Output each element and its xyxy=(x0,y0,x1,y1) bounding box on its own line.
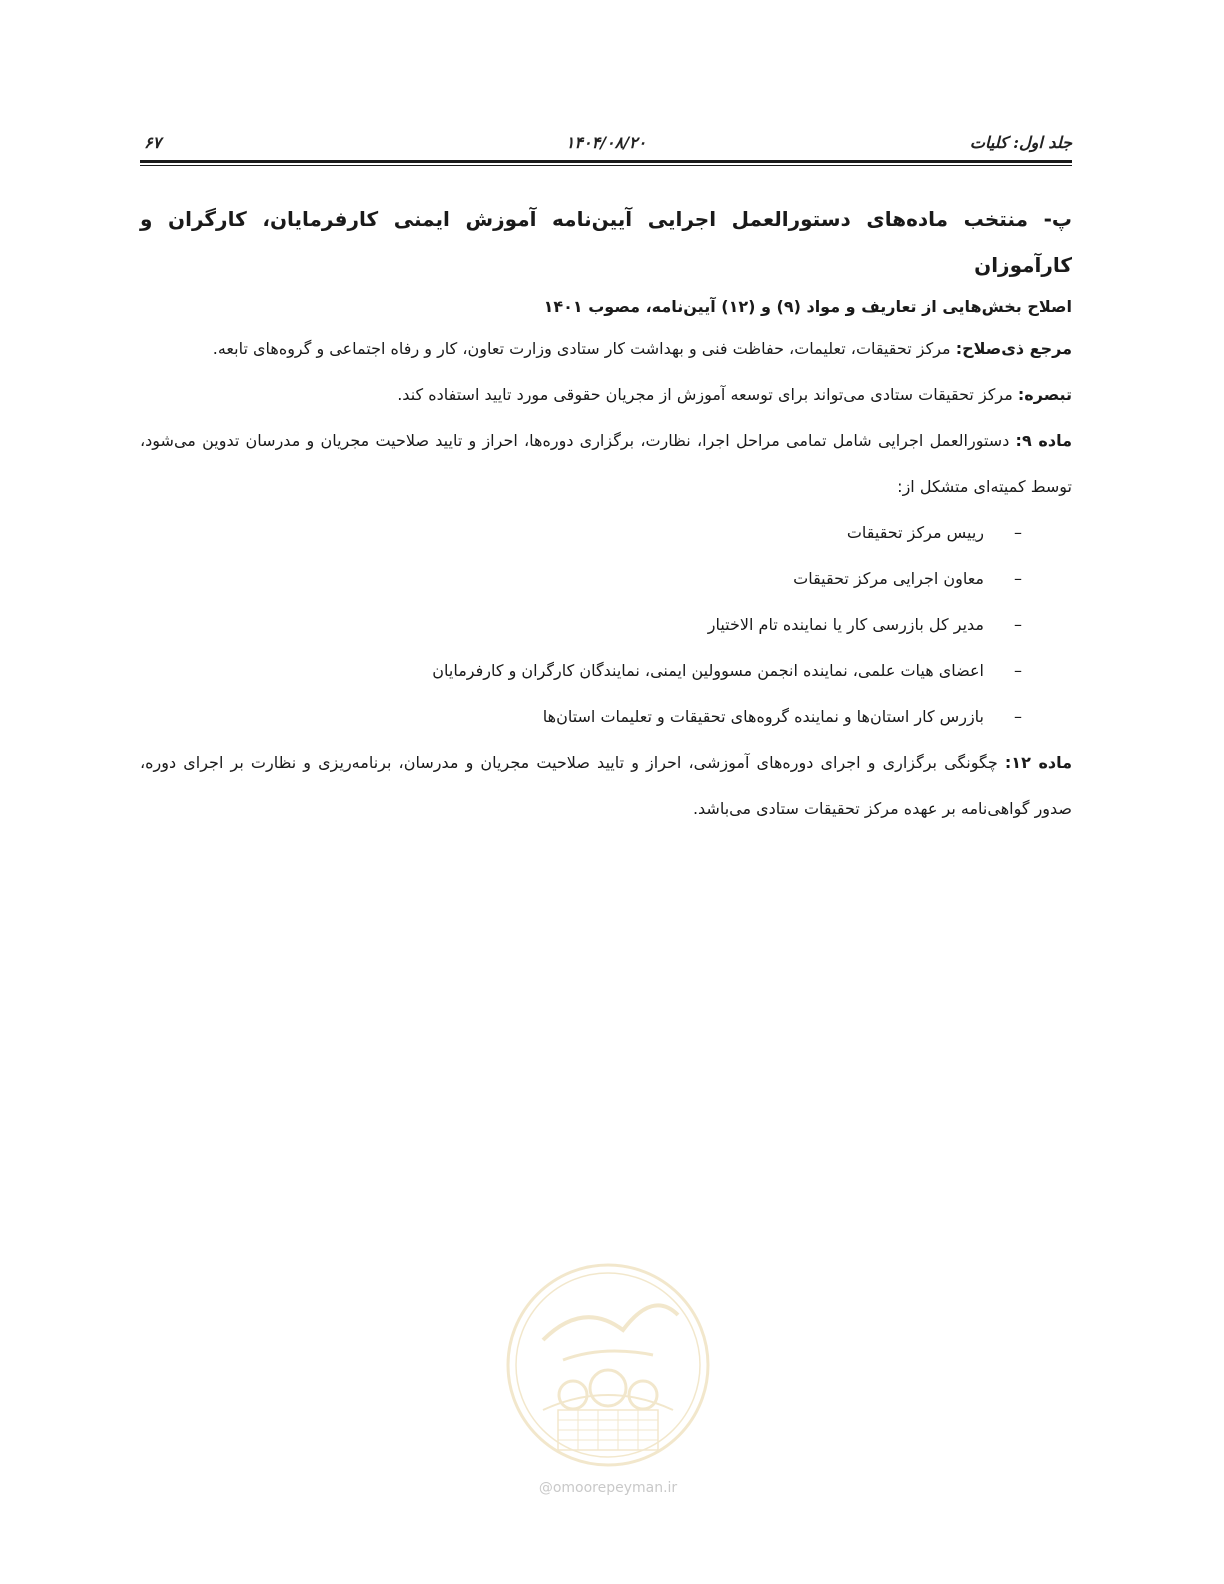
dash-bullet: – xyxy=(1014,615,1022,634)
watermark-url-text: omoorepeyman.ir xyxy=(552,1480,678,1496)
list-item-text: رییس مرکز تحقیقات xyxy=(846,523,984,542)
dash-bullet: – xyxy=(1014,569,1022,588)
dash-bullet: – xyxy=(1014,707,1022,726)
list-item-text: مدیر کل بازرسی کار یا نماینده تام الاختیار xyxy=(707,615,984,634)
page-header xyxy=(140,128,1072,158)
watermark-url xyxy=(508,1478,708,1498)
watermark-logo xyxy=(503,1260,713,1470)
list-item-text: معاون اجرایی مرکز تحقیقات xyxy=(793,569,984,588)
list-item-text: بازرس کار استان‌ها و نماینده گروه‌های تحقیقات و تعلیمات استان‌ها xyxy=(542,707,984,726)
article-12-text: چگونگی برگزاری و اجرای دوره‌های آموزشی، احراز و تایید صلاحیت مجریان و مدرسان، برنامه‌ریزی و نظارت بر اجرای دوره، صدور گواهی‌نامه بر عهده مرکز تحقیقات ستادی می‌باشد. xyxy=(140,753,1072,818)
volume-title: جلد اول: کلیات xyxy=(969,133,1072,152)
note-label: تبصره: xyxy=(1017,385,1072,404)
list-item xyxy=(140,556,1022,602)
dash-bullet: – xyxy=(1014,523,1022,542)
at-icon: @ xyxy=(538,1480,553,1496)
article-9-label: ماده ۹: xyxy=(1015,431,1072,450)
list-item xyxy=(140,510,1022,556)
note-text: مرکز تحقیقات ستادی می‌تواند برای توسعه آموزش از مجریان حقوقی مورد تایید استفاده کند. xyxy=(397,385,1018,404)
article-12-paragraph xyxy=(140,740,1072,832)
document-body xyxy=(140,196,1072,832)
authority-text: مرکز تحقیقات، تعلیمات، حفاظت فنی و بهداشت کار ستادی وزارت تعاون، کار و رفاه اجتماعی و گروه‌های تابعه. xyxy=(212,339,956,358)
authority-paragraph xyxy=(140,326,1072,372)
authority-label: مرجع ذی‌صلاح: xyxy=(955,339,1072,358)
list-item xyxy=(140,694,1022,740)
header-date: ۱۴۰۴/۰۸/۲۰ xyxy=(565,133,647,152)
article-9-paragraph xyxy=(140,418,1072,510)
article-9-text: دستورالعمل اجرایی شامل تمامی مراحل اجرا، نظارت، برگزاری دوره‌ها، احراز و تایید صلاحیت مجریان و مدرسان تدوین می‌شود، توسط کمیته‌ای متشکل از: xyxy=(140,431,1072,496)
section-subtitle: اصلاح بخش‌هایی از تعاریف و مواد (۹) و (۱۲) آیین‌نامه، مصوب ۱۴۰۱ xyxy=(543,297,1072,316)
article-12-label: ماده ۱۲: xyxy=(1004,753,1073,772)
header-rule-thin xyxy=(140,165,1072,166)
note-paragraph xyxy=(140,372,1072,418)
list-item-text: اعضای هیات علمی، نماینده انجمن مسوولین ایمنی، نمایندگان کارگران و کارفرمایان xyxy=(432,661,984,680)
page-number: ۶۷ xyxy=(144,133,162,152)
dash-bullet: – xyxy=(1014,661,1022,680)
header-rule-thick xyxy=(140,160,1072,163)
committee-members-list xyxy=(140,510,1072,740)
list-item xyxy=(140,648,1022,694)
section-title: پ- منتخب ماده‌های دستورالعمل اجرایی آیین‌نامه آموزش ایمنی کارفرمایان، کارگران و کارآموزان xyxy=(140,207,1072,277)
list-item xyxy=(140,602,1022,648)
